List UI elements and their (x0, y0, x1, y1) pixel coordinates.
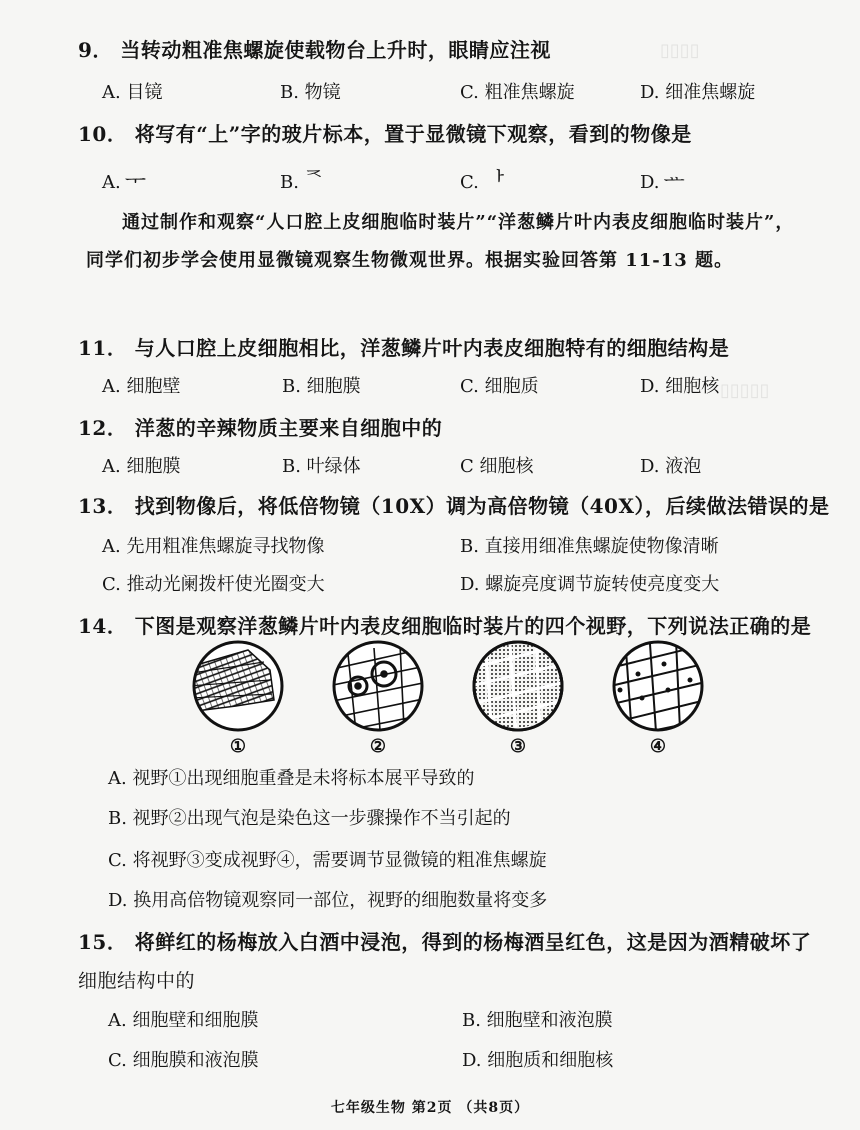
q15-option-a: A. 细胞壁和细胞膜 (108, 1010, 259, 1031)
q10-option-b-glyph: ᅐ (302, 169, 325, 194)
q9-option-d: D. 细准焦螺旋 (640, 82, 756, 103)
q10-option-c (460, 164, 504, 195)
q12-option-b: B. 叶绿体 (282, 456, 361, 477)
q10-option-c-letter: C. (460, 172, 479, 193)
question-13-stem: 13． 找到物像后，将低倍物镜（10X）调为高倍物镜（40X），后续做法错误的是 (78, 494, 830, 518)
q9-option-c: C. 粗准焦螺旋 (460, 82, 575, 103)
question-15-stem-line2: 细胞结构中的 (78, 970, 196, 992)
q13-option-d: D. 螺旋亮度调节旋转使亮度变大 (460, 574, 720, 595)
q15-option-b: B. 细胞壁和液泡膜 (462, 1010, 613, 1031)
field-3-label: ③ (509, 736, 527, 757)
page-footer: 七年级生物 第2页 （共8页） (330, 1100, 530, 1116)
q14-option-a: A. 视野①出现细胞重叠是未将标本展平导致的 (108, 768, 475, 789)
field-of-view-4 (598, 640, 718, 757)
question-12-stem: 12． 洋葱的辛辣物质主要来自细胞中的 (78, 416, 443, 440)
q14-option-c: C. 将视野③变成视野④，需要调节显微镜的粗准焦螺旋 (108, 850, 547, 871)
q11-option-d: D. 细胞核 (640, 376, 720, 397)
q10-option-d-letter: D. (640, 172, 660, 193)
field-of-view-1 (178, 640, 298, 757)
q15-option-c: C. 细胞膜和液泡膜 (108, 1050, 259, 1071)
question-9-stem: 9． 当转动粗准焦螺旋使载物台上升时，眼睛应注视 (78, 38, 551, 62)
intro-paragraph: 通过制作和观察“人口腔上皮细胞临时装片”“洋葱鳞片叶内表皮细胞临时装片”，同学们初步学会使用显微镜观察生物微观世界。根据实验回答第 11-13 题。 (86, 212, 795, 271)
q12-option-a: A. 细胞膜 (102, 456, 181, 477)
field-3-image (458, 640, 578, 736)
q11-option-a: A. 细胞壁 (102, 376, 181, 397)
field-of-view-3 (458, 640, 578, 757)
question-11-stem: 11． 与人口腔上皮细胞相比，洋葱鳞片叶内表皮细胞特有的细胞结构是 (78, 336, 730, 360)
field-2-label: ② (369, 736, 387, 757)
question-10-stem: 10． 将写有“上”字的玻片标本，置于显微镜下观察，看到的物像是 (78, 122, 692, 146)
q10-option-b-letter: B. (280, 172, 299, 193)
field-1-image (178, 640, 298, 736)
q10-option-d-glyph: ᅭ (663, 169, 685, 194)
q10-option-a-letter: A. (102, 172, 121, 193)
field-1-label: ① (229, 736, 247, 757)
field-4-image (598, 640, 718, 736)
field-2-image (318, 640, 438, 736)
field-of-view-2 (318, 640, 438, 757)
bleed-through-mark: ▯▯▯▯▯ (720, 380, 770, 401)
q10-option-a-glyph: ᅮ (124, 169, 146, 194)
q11-option-c: C. 细胞质 (460, 376, 539, 397)
microscope-fields-figure (0, 640, 860, 760)
q12-option-d: D. 液泡 (640, 456, 702, 477)
q9-option-a: A. 目镜 (102, 82, 163, 103)
q13-option-a: A. 先用粗准焦螺旋寻找物像 (102, 536, 325, 557)
q11-option-b: B. 细胞膜 (282, 376, 361, 397)
q10-option-d (640, 164, 685, 195)
q13-option-b: B. 直接用细准焦螺旋使物像清晰 (460, 536, 719, 557)
q15-option-d: D. 细胞质和细胞核 (462, 1050, 614, 1071)
q14-option-d: D. 换用高倍物镜观察同一部位，视野的细胞数量将变多 (108, 890, 548, 911)
q10-option-a (102, 164, 146, 195)
q12-option-c: C 细胞核 (460, 456, 534, 477)
question-14-stem: 14． 下图是观察洋葱鳞片叶内表皮细胞临时装片的四个视野，下列说法正确的是 (78, 614, 812, 638)
q13-option-c: C. 推动光阑拨杆使光圈变大 (102, 574, 325, 595)
bleed-through-mark: ▯▯▯▯ (660, 40, 700, 61)
q10-option-b (280, 164, 324, 195)
q10-option-c-glyph: ᅡ (482, 169, 505, 194)
question-15-stem-line1: 15． 将鲜红的杨梅放入白酒中浸泡，得到的杨梅酒呈红色，这是因为酒精破坏了 (78, 930, 812, 954)
field-4-label: ④ (649, 736, 667, 757)
q14-option-b: B. 视野②出现气泡是染色这一步骤操作不当引起的 (108, 808, 511, 829)
q9-option-b: B. 物镜 (280, 82, 341, 103)
